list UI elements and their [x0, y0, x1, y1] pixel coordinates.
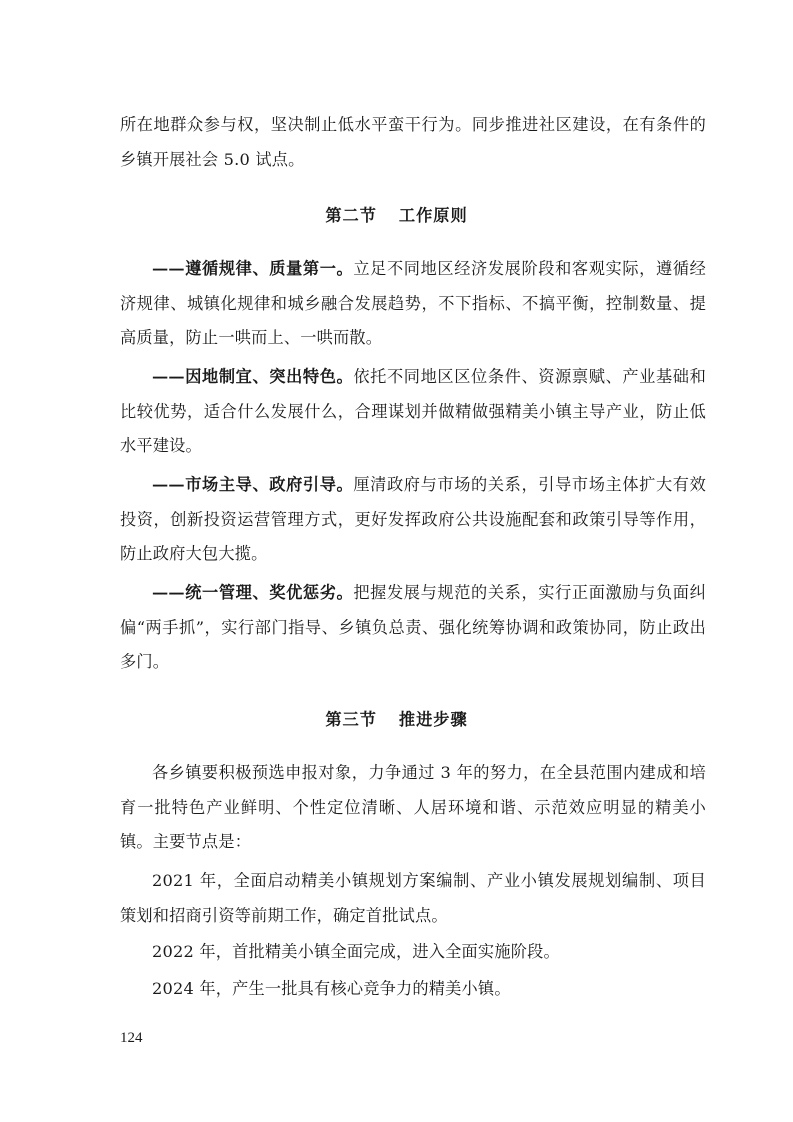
section-number: 第二节: [325, 206, 377, 225]
milestone-2021: 2021 年，全面启动精美小镇规划方案编制、产业小镇发展规划编制、项目策划和招商引资等前期工作，确定首批试点。: [120, 871, 706, 925]
section-title: 工作原则: [398, 206, 468, 225]
principle-lead: ——统一管理、奖优惩劣。: [152, 583, 354, 602]
section-heading-3: [0, 706, 793, 730]
principle-lead: ——因地制宜、突出特色。: [152, 367, 354, 386]
paragraph-continuation: 所在地群众参与权，坚决制止低水平蛮干行为。同步推进社区建设，在有条件的乡镇开展社会 5.0 试点。: [120, 115, 706, 169]
milestone-2024: 2024 年，产生一批具有核心竞争力的精美小镇。: [152, 979, 511, 998]
section-heading-2: [0, 202, 793, 226]
principle-lead: ——市场主导、政府引导。: [152, 475, 354, 494]
page-number: 124: [120, 1030, 143, 1046]
principle-paragraph-4: ——统一管理、奖优惩劣。把握发展与规范的关系，实行正面激励与负面纠偏“两手抓”，实行部门指导、乡镇负总责、强化统筹协调和政策协同，防止政出多门。: [120, 583, 706, 671]
principle-paragraph-1: ——遵循规律、质量第一。立足不同地区经济发展阶段和客观实际，遵循经济规律、城镇化规律和城乡融合发展趋势，不下指标、不搞平衡，控制数量、提高质量，防止一哄而上、一哄而散。: [120, 259, 706, 347]
section-number: 第三节: [325, 710, 377, 729]
principle-paragraph-3: ——市场主导、政府引导。厘清政府与市场的关系，引导市场主体扩大有效投资，创新投资运营管理方式，更好发挥政府公共设施配套和政策引导等作用，防止政府大包大揽。: [120, 475, 706, 563]
principle-paragraph-2: ——因地制宜、突出特色。依托不同地区区位条件、资源禀赋、产业基础和比较优势，适合什么发展什么，合理谋划并做精做强精美小镇主导产业，防止低水平建设。: [120, 367, 706, 455]
section-title: 推进步骤: [398, 710, 468, 729]
principle-lead: ——遵循规律、质量第一。: [152, 259, 354, 278]
steps-intro-paragraph: 各乡镇要积极预选申报对象，力争通过 3 年的努力，在全县范围内建成和培育一批特色产业鲜明、个性定位清晰、人居环境和谐、示范效应明显的精美小镇。主要节点是：: [120, 763, 706, 851]
milestone-2022: 2022 年，首批精美小镇全面完成，进入全面实施阶段。: [152, 942, 560, 961]
